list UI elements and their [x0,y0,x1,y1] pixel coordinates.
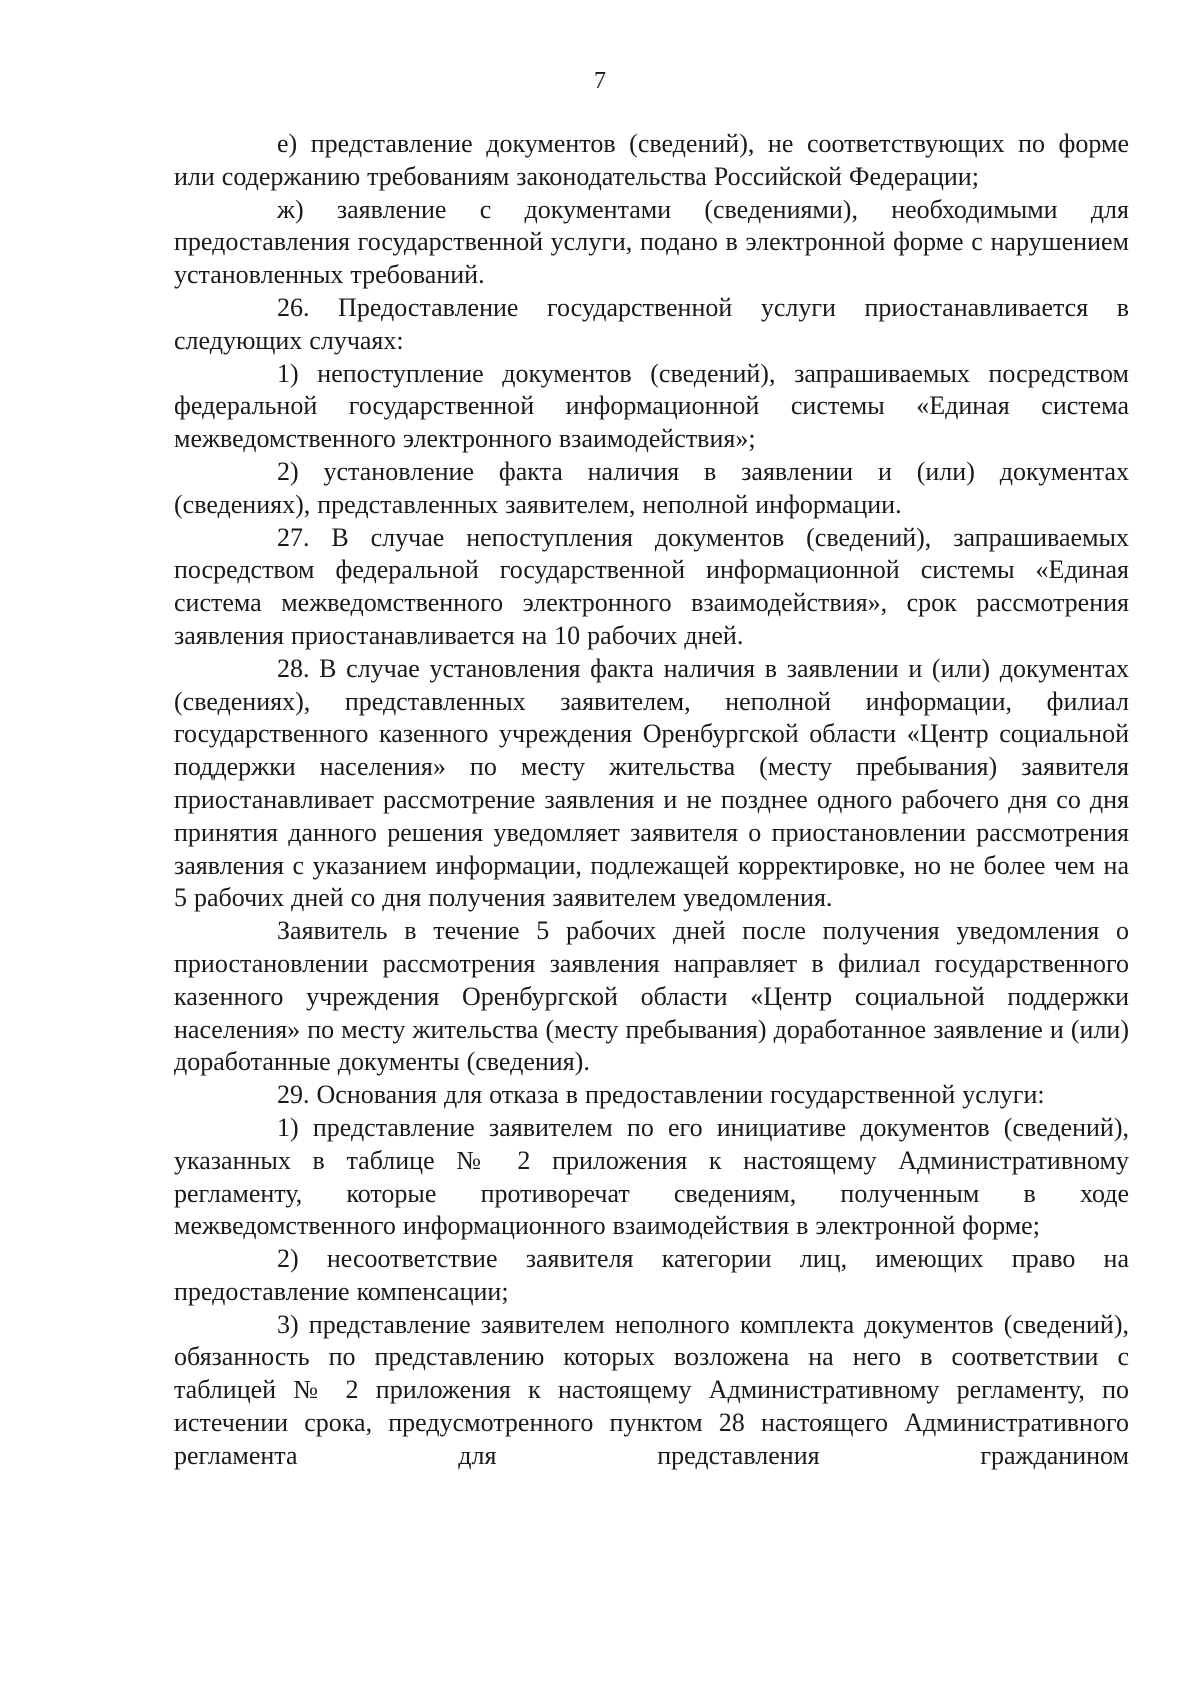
paragraph-29-item-1: 1) представление заявителем по его инициативе документов (сведений), указанных в таблице № 2 приложения к настоящему Административному регламенту, которые противоречат сведениям, полученным в ходе межведомственного информационного взаимодействия в электронной форме; [174,1112,1129,1241]
page-number: 7 [594,68,606,94]
paragraph-28: 28. В случае установления факта наличия в заявлении и (или) документах (сведениях), представленных заявителем, неполной информации, филиал государственного казенного учреждения Оренбургской области «Центр социальной поддержки населения» по месту жительства (месту пребывания) заявителя приостанавливает рассмотрение заявления и не позднее одного рабочего дня со дня принятия данного решения уведомляет заявителя о приостановлении рассмотрения заявления с указанием информации, подлежащей корректировке, но не более чем на 5 рабочих дней со дня получения заявителем уведомления. [174,653,1129,913]
paragraph-29: 29. Основания для отказа в предоставлении государственной услуги: [277,1080,1045,1110]
paragraph-29-item-2: 2) несоответствие заявителя категории лиц, имеющих право на предоставление компенсации; [174,1244,1129,1306]
paragraph-zh: ж) заявление с документами (сведениями), необходимыми для предоставления государственной услуги, подано в электронной форме с нарушением установленных требований. [174,194,1129,290]
document-body [174,128,1129,1473]
paragraph-26-item-2: 2) установление факта наличия в заявлении и (или) документах (сведениях), представленных заявителем, неполной информации. [174,456,1129,519]
paragraph-27: 27. В случае непоступления документов (сведений), запрашиваемых посредством федеральной государственной информационной системы «Единая система межведомственного электронного взаимодействия», срок рассмотрения заявления приостанавливается на 10 рабочих дней. [174,522,1129,650]
paragraph-26: 26. Предоставление государственной услуги приостанавливается в следующих случаях: [174,292,1129,355]
paragraph-26-item-1: 1) непоступление документов (сведений), запрашиваемых посредством федеральной государственной информационной системы «Единая система межведомственного электронного взаимодействия»; [174,358,1129,454]
paragraph-28-applicant: Заявитель в течение 5 рабочих дней после получения уведомления о приостановлении рассмотрения заявления направляет в филиал государственного казенного учреждения Оренбургской области «Центр социальной поддержки населения» по месту жительства (месту пребывания) доработанное заявление и (или) доработанные документы (сведения). [174,916,1129,1077]
paragraph-29-item-3: 3) представление заявителем неполного комплекта документов (сведений), обязанность по представлению которых возложена на него в соответствии с таблицей № 2 приложения к настоящему Административному регламенту, по истечении срока, предусмотренного пунктом 28 настоящего Административного регламента для представления гражданином [174,1309,1129,1470]
paragraph-e: е) представление документов (сведений), не соответствующих по форме или содержанию требованиям законодательства Российской Федерации; [174,129,1129,191]
